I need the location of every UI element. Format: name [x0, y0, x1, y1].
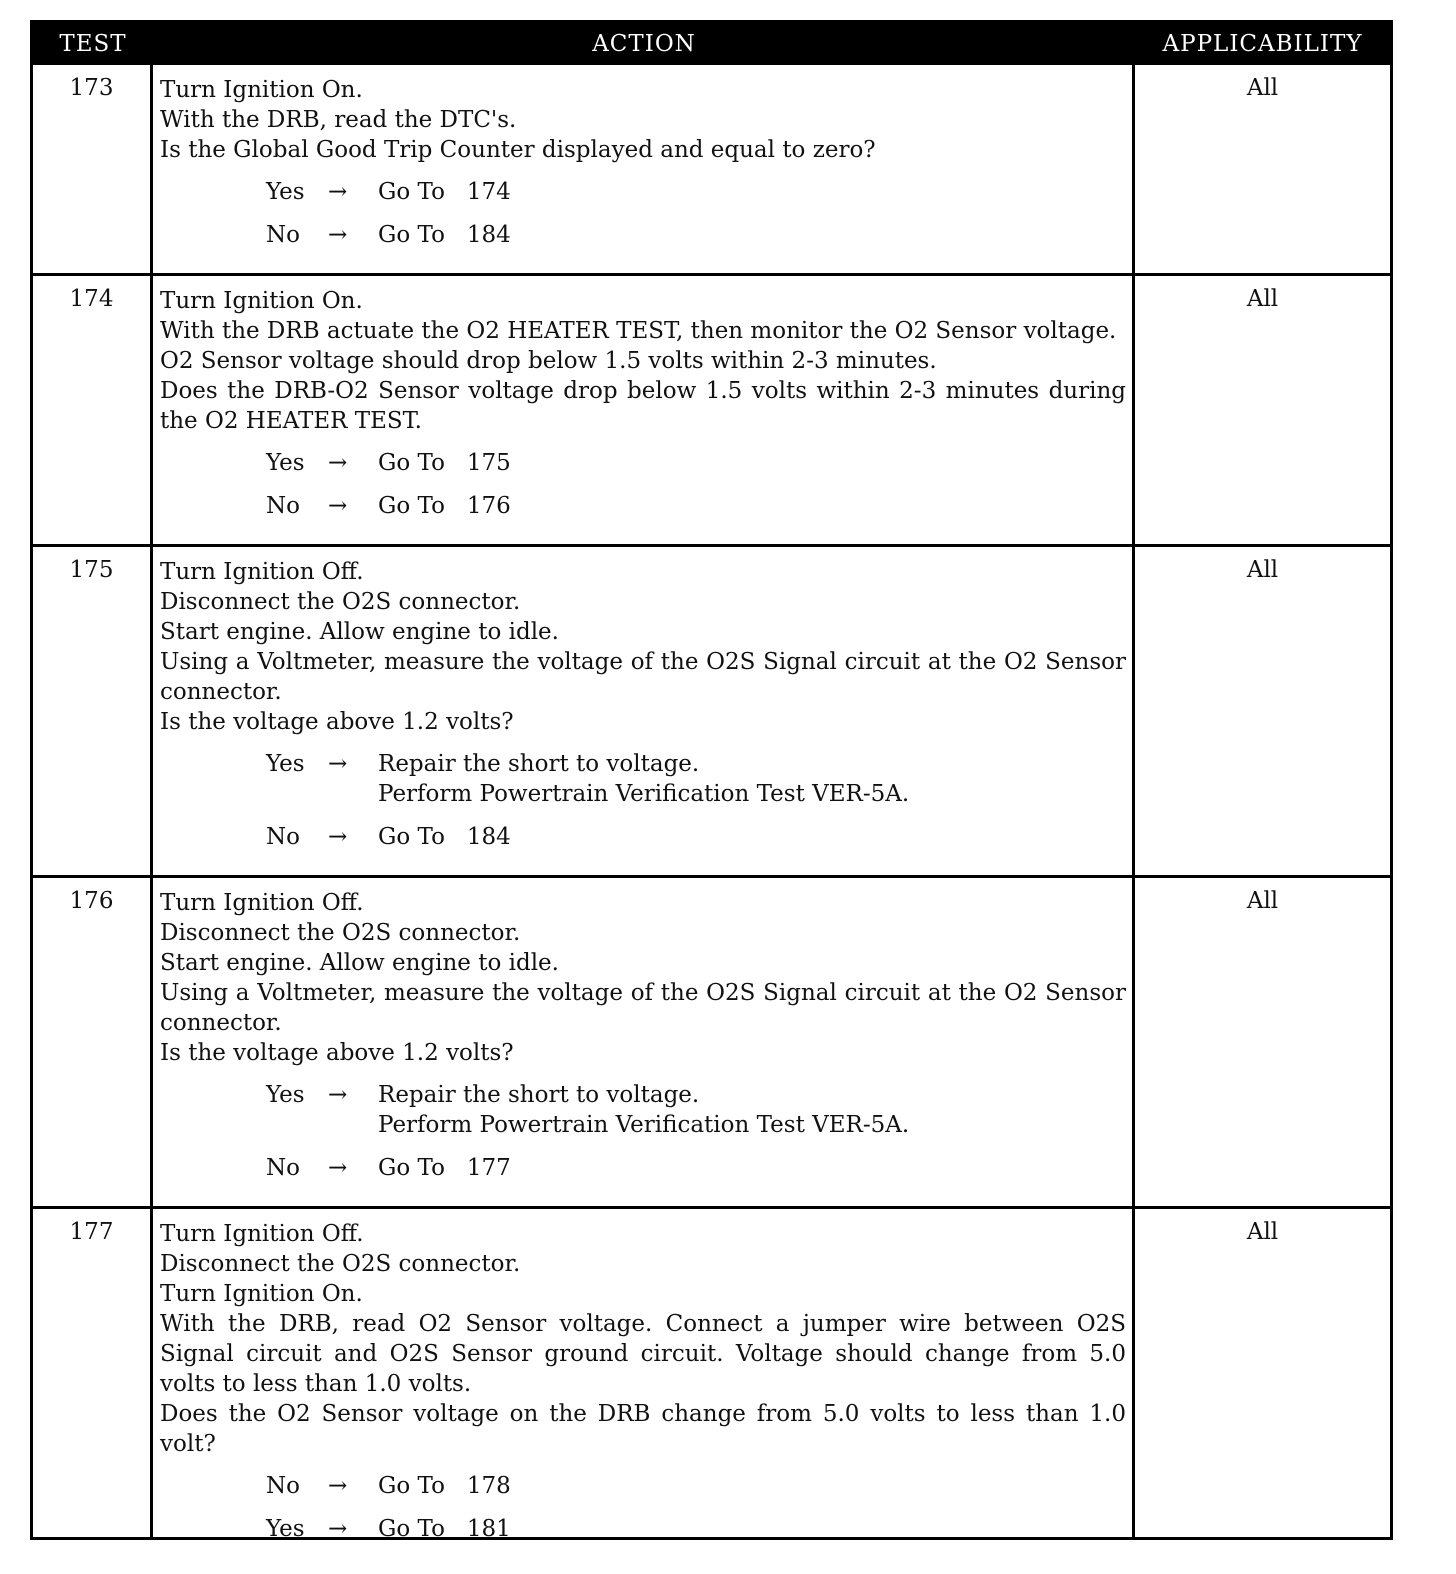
answer-branch: [266, 1471, 1126, 1501]
answer-label: No: [266, 1473, 300, 1499]
answer-list: [160, 448, 1126, 521]
test-number: 174: [33, 276, 153, 544]
action-line: Does the O2 Sensor voltage on the DRB change from 5.0 volts to less than 1.0 volt?: [160, 1401, 1126, 1457]
answer-branch: [266, 220, 1126, 250]
arrow-icon: →: [328, 222, 348, 248]
action-line: Disconnect the O2S connector.: [160, 1251, 521, 1277]
answer-action: [378, 1471, 511, 1501]
answer-action: [378, 177, 511, 207]
action-line: Start engine. Allow engine to idle.: [160, 950, 559, 976]
answer-action-text: Go To 177: [378, 1155, 511, 1181]
answer-branch: [266, 1514, 1126, 1544]
table-row: [33, 875, 1390, 1206]
table-row: [33, 1206, 1390, 1542]
answer-label: No: [266, 824, 300, 850]
answer-list: [160, 1080, 1126, 1183]
test-number: 177: [33, 1209, 153, 1537]
action-line: Disconnect the O2S connector.: [160, 589, 521, 615]
table-row: [33, 273, 1390, 544]
header-action: ACTION: [592, 31, 696, 57]
action-line: With the DRB actuate the O2 HEATER TEST, then monitor the O2 Sensor voltage.: [160, 318, 1117, 344]
applicability: All: [1246, 286, 1279, 312]
answer-action-text: Repair the short to voltage.: [378, 1082, 700, 1108]
answer-branch: [266, 822, 1126, 852]
arrow-icon: →: [328, 751, 348, 777]
arrow-icon: →: [328, 1473, 348, 1499]
answer-action-text: Go To 174: [378, 179, 511, 205]
answer-action: [378, 749, 909, 809]
action-line: Start engine. Allow engine to idle.: [160, 619, 559, 645]
answer-branch: [266, 1080, 1126, 1140]
action-line: Turn Ignition Off.: [160, 559, 364, 585]
answer-label: Yes: [266, 450, 305, 476]
answer-label: Yes: [266, 179, 305, 205]
arrow-icon: →: [328, 1155, 348, 1181]
answer-branch: [266, 448, 1126, 478]
action-line: Disconnect the O2S connector.: [160, 920, 521, 946]
action-line: Turn Ignition On.: [160, 1281, 363, 1307]
answer-action-text: Repair the short to voltage.: [378, 751, 700, 777]
table-row: [33, 544, 1390, 875]
header-applicability: APPLICABILITY: [1162, 31, 1363, 57]
answer-branch: [266, 1153, 1126, 1183]
answer-action: [378, 1514, 511, 1544]
action-line: O2 Sensor voltage should drop below 1.5 volts within 2-3 minutes.: [160, 348, 937, 374]
applicability: All: [1246, 888, 1279, 914]
diagnostic-test-table: [30, 20, 1393, 1540]
arrow-icon: →: [328, 450, 348, 476]
answer-action: [378, 491, 511, 521]
action-line: With the DRB, read O2 Sensor voltage. Connect a jumper wire between O2S Signal circuit and O2S Sensor ground circuit. Voltage should change from 5.0 volts to less than 1.0 volts.: [160, 1311, 1126, 1397]
answer-action-text: Go To 178: [378, 1473, 511, 1499]
test-number: 173: [33, 65, 153, 273]
action-cell: [153, 878, 1135, 1206]
action-cell: [153, 276, 1135, 544]
answer-label: Yes: [266, 1082, 305, 1108]
applicability: All: [1246, 1219, 1279, 1245]
answer-label: Yes: [266, 751, 305, 777]
action-line: Turn Ignition Off.: [160, 1221, 364, 1247]
test-number: 176: [33, 878, 153, 1206]
action-line: Using a Voltmeter, measure the voltage of the O2S Signal circuit at the O2 Sensor connector.: [160, 980, 1126, 1036]
answer-action: [378, 1080, 909, 1140]
answer-action-text: Go To 175: [378, 450, 511, 476]
answer-action-text-2: Perform Powertrain Verification Test VER-5A.: [378, 1112, 910, 1138]
answer-action-text: Go To 184: [378, 824, 511, 850]
action-line: Turn Ignition Off.: [160, 890, 364, 916]
answer-action: [378, 1153, 511, 1183]
applicability: All: [1246, 75, 1279, 101]
answer-action-text: Go To 176: [378, 493, 511, 519]
answer-branch: [266, 491, 1126, 521]
answer-action: [378, 448, 511, 478]
action-line: Does the DRB-O2 Sensor voltage drop below 1.5 volts within 2-3 minutes during the O2 HEATER TEST.: [160, 378, 1126, 434]
answer-list: [160, 749, 1126, 852]
answer-branch: [266, 177, 1126, 207]
answer-list: [160, 177, 1126, 250]
table-body: [33, 65, 1390, 1542]
answer-list: [160, 1471, 1126, 1544]
answer-label: No: [266, 222, 300, 248]
action-cell: [153, 547, 1135, 875]
action-line: Turn Ignition On.: [160, 77, 363, 103]
action-line: Is the voltage above 1.2 volts?: [160, 1040, 514, 1066]
action-line: Is the Global Good Trip Counter displayed and equal to zero?: [160, 137, 876, 163]
action-line: Is the voltage above 1.2 volts?: [160, 709, 514, 735]
test-number: 175: [33, 547, 153, 875]
answer-action-text: Go To 184: [378, 222, 511, 248]
table-row: [33, 65, 1390, 273]
answer-label: No: [266, 493, 300, 519]
arrow-icon: →: [328, 1082, 348, 1108]
header-test: TEST: [59, 31, 127, 57]
action-cell: [153, 65, 1135, 273]
answer-action-text-2: Perform Powertrain Verification Test VER-5A.: [378, 781, 910, 807]
answer-label: Yes: [266, 1516, 305, 1542]
answer-action: [378, 220, 511, 250]
arrow-icon: →: [328, 493, 348, 519]
table-header: [33, 23, 1390, 65]
action-line: Using a Voltmeter, measure the voltage of the O2S Signal circuit at the O2 Sensor connector.: [160, 649, 1126, 705]
arrow-icon: →: [328, 1516, 348, 1542]
arrow-icon: →: [328, 179, 348, 205]
answer-action: [378, 822, 511, 852]
answer-label: No: [266, 1155, 300, 1181]
applicability: All: [1246, 557, 1279, 583]
action-cell: [153, 1209, 1135, 1542]
action-line: With the DRB, read the DTC's.: [160, 107, 517, 133]
answer-action-text: Go To 181: [378, 1516, 511, 1542]
arrow-icon: →: [328, 824, 348, 850]
action-line: Turn Ignition On.: [160, 288, 363, 314]
answer-branch: [266, 749, 1126, 809]
